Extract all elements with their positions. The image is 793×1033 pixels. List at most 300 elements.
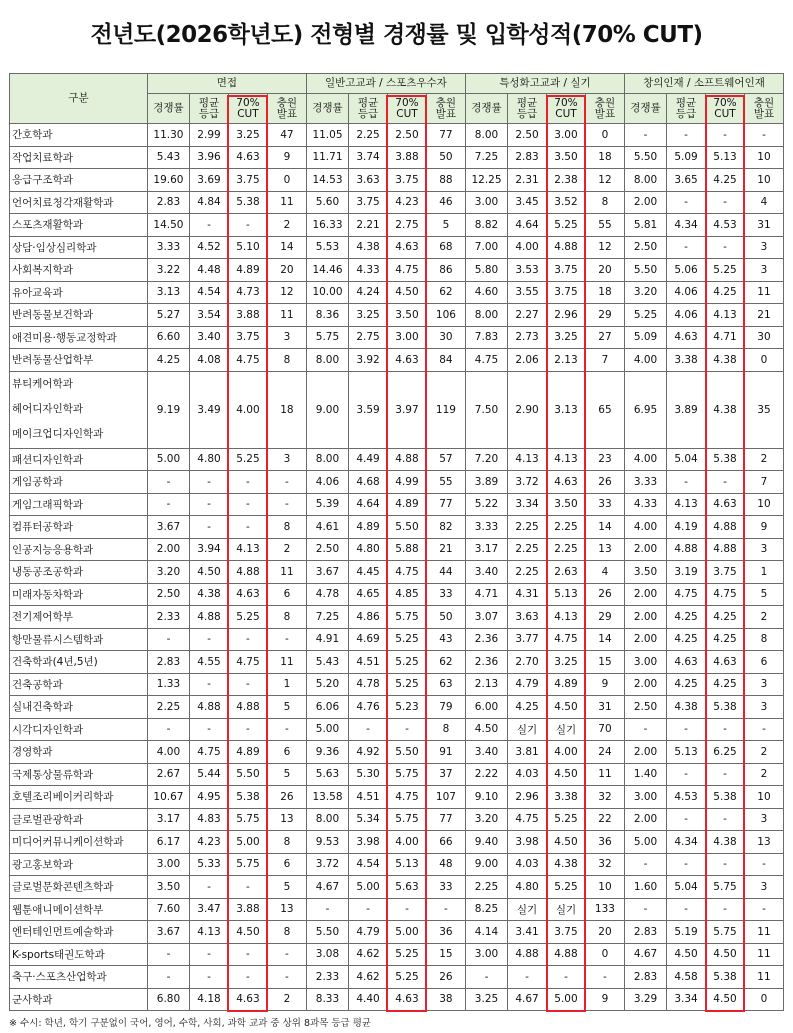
value-cell: 4.34	[667, 214, 706, 237]
table-row	[10, 349, 784, 372]
table-row	[10, 876, 784, 899]
value-cell: 30	[744, 326, 783, 349]
value-cell: 4.48	[190, 259, 229, 282]
value-cell: 3.55	[508, 281, 547, 304]
value-cell: 4.24	[349, 281, 388, 304]
cut-score-cell: 6.25	[706, 741, 745, 764]
cut-score-cell: 5.50	[387, 741, 426, 764]
value-cell: 33	[426, 876, 465, 899]
cut-score-cell: 2.63	[547, 561, 586, 584]
value-cell: -	[349, 718, 388, 741]
cut-score-cell: 3.97	[387, 371, 426, 448]
value-cell: 63	[426, 673, 465, 696]
value-cell: 24	[585, 741, 624, 764]
header-group: 창의인재 / 소프트웨어인재	[624, 74, 783, 94]
cut-score-cell: 5.75	[706, 921, 745, 944]
value-cell: 36	[426, 921, 465, 944]
value-cell: 3.40	[190, 326, 229, 349]
value-cell: 18	[585, 146, 624, 169]
cut-score-cell: 4.88	[706, 538, 745, 561]
cut-score-cell: 4.63	[706, 651, 745, 674]
value-cell: 4.33	[624, 493, 666, 516]
value-cell: 2.36	[465, 628, 507, 651]
value-cell: 5.00	[624, 831, 666, 854]
value-cell: 50	[426, 146, 465, 169]
value-cell: 35	[744, 371, 783, 448]
cut-score-cell: 4.38	[706, 831, 745, 854]
table-row	[10, 191, 784, 214]
cut-score-cell: 4.88	[228, 561, 267, 584]
cut-score-cell: 3.75	[547, 281, 586, 304]
table-row	[10, 673, 784, 696]
cut-score-cell: 3.88	[228, 898, 267, 921]
department-name: K-sports태권도학과	[10, 943, 148, 966]
value-cell: 2.83	[508, 146, 547, 169]
value-cell: 5.50	[306, 921, 348, 944]
value-cell: 3.40	[465, 741, 507, 764]
cut-score-cell: 4.75	[387, 259, 426, 282]
value-cell: 2.36	[465, 651, 507, 674]
cut-score-cell: 4.88	[228, 696, 267, 719]
value-cell: -	[267, 718, 306, 741]
value-cell: 2.50	[624, 236, 666, 259]
value-cell: 2.25	[508, 516, 547, 539]
value-cell: -	[267, 628, 306, 651]
value-cell: 31	[585, 696, 624, 719]
value-cell: 29	[585, 606, 624, 629]
cut-score-cell: 4.50	[387, 281, 426, 304]
department-name-line: 메이크업디자인학과	[12, 428, 104, 440]
header-subcolumn: 경쟁률	[465, 94, 507, 124]
header-subcolumn: 70% CUT	[547, 94, 586, 124]
value-cell: 4.71	[465, 583, 507, 606]
value-cell: 4.88	[667, 538, 706, 561]
cut-score-cell: 4.50	[706, 943, 745, 966]
value-cell: 4.61	[306, 516, 348, 539]
value-cell: 3.77	[508, 628, 547, 651]
cut-score-cell: 4.00	[387, 831, 426, 854]
value-cell: -	[667, 853, 706, 876]
value-cell: 4.34	[667, 831, 706, 854]
value-cell: 4.53	[667, 786, 706, 809]
value-cell: 3.33	[147, 236, 189, 259]
value-cell: -	[508, 966, 547, 989]
value-cell: 2.50	[508, 124, 547, 147]
cut-score-cell: 5.13	[547, 583, 586, 606]
value-cell: 47	[267, 124, 306, 147]
value-cell: 30	[426, 326, 465, 349]
value-cell: 23	[585, 448, 624, 471]
value-cell: 4.18	[190, 988, 229, 1011]
cut-score-cell: 4.63	[387, 236, 426, 259]
value-cell: 8	[267, 349, 306, 372]
department-name: 광고홍보학과	[10, 853, 148, 876]
cut-score-cell: 4.25	[706, 673, 745, 696]
cut-score-cell: 3.00	[387, 326, 426, 349]
cut-score-cell: 5.50	[387, 516, 426, 539]
value-cell: 3.74	[349, 146, 388, 169]
department-name: 실내건축학과	[10, 696, 148, 719]
cut-score-cell: 4.25	[706, 169, 745, 192]
department-name-line: 헤어디자인학과	[12, 403, 84, 415]
admission-results-table	[9, 73, 784, 1011]
value-cell: 3.45	[508, 191, 547, 214]
value-cell: -	[190, 966, 229, 989]
value-cell: -	[147, 966, 189, 989]
value-cell: 4.23	[190, 831, 229, 854]
value-cell: 5.30	[349, 763, 388, 786]
value-cell: 5.25	[624, 304, 666, 327]
value-cell: 36	[585, 831, 624, 854]
table-row	[10, 371, 784, 448]
value-cell: 4.64	[508, 214, 547, 237]
cut-score-cell: 5.25	[387, 651, 426, 674]
value-cell: 실기	[508, 718, 547, 741]
value-cell: 8	[267, 606, 306, 629]
value-cell: 8	[267, 516, 306, 539]
value-cell: 3.67	[147, 516, 189, 539]
header-subcolumn: 평균 등급	[349, 94, 388, 124]
header-subcolumn: 경쟁률	[147, 94, 189, 124]
cut-score-cell: 4.23	[387, 191, 426, 214]
value-cell: 3.49	[190, 371, 229, 448]
value-cell: 4.19	[667, 516, 706, 539]
table-row	[10, 853, 784, 876]
value-cell: 3.00	[465, 943, 507, 966]
value-cell: -	[147, 628, 189, 651]
value-cell: 4.50	[667, 943, 706, 966]
table-row	[10, 583, 784, 606]
value-cell: 2.25	[465, 876, 507, 899]
value-cell: 5.80	[465, 259, 507, 282]
table-row	[10, 538, 784, 561]
value-cell: 29	[585, 304, 624, 327]
value-cell: 14	[267, 236, 306, 259]
table-row	[10, 651, 784, 674]
department-name: 컴퓨터공학과	[10, 516, 148, 539]
cut-score-cell: 3.75	[228, 326, 267, 349]
cut-score-cell: 4.99	[387, 471, 426, 494]
value-cell: 12	[585, 169, 624, 192]
value-cell: 9	[585, 988, 624, 1011]
table-row	[10, 326, 784, 349]
value-cell: 3.17	[147, 808, 189, 831]
value-cell: 13	[585, 538, 624, 561]
value-cell: -	[585, 966, 624, 989]
header-subcolumn: 충원 발표	[426, 94, 465, 124]
value-cell: 5.81	[624, 214, 666, 237]
cut-score-cell: 5.38	[706, 696, 745, 719]
table-row	[10, 831, 784, 854]
value-cell: 27	[585, 326, 624, 349]
value-cell: 2.22	[465, 763, 507, 786]
cut-score-cell: -	[228, 471, 267, 494]
value-cell: 2.25	[147, 696, 189, 719]
cut-score-cell: 4.13	[547, 606, 586, 629]
value-cell: 6.95	[624, 371, 666, 448]
value-cell: 6	[267, 583, 306, 606]
cut-score-cell: 실기	[547, 718, 586, 741]
value-cell: 4.00	[624, 516, 666, 539]
value-cell: 4.55	[190, 651, 229, 674]
value-cell: 15	[426, 943, 465, 966]
value-cell: 5.04	[667, 448, 706, 471]
value-cell: 37	[426, 763, 465, 786]
value-cell: 3.89	[465, 471, 507, 494]
value-cell: 4.38	[349, 236, 388, 259]
value-cell: 57	[426, 448, 465, 471]
value-cell: -	[667, 236, 706, 259]
value-cell: 5.27	[147, 304, 189, 327]
department-name: 글로벌관광학과	[10, 808, 148, 831]
cut-score-cell: 3.50	[547, 146, 586, 169]
cut-score-cell: 4.50	[706, 988, 745, 1011]
value-cell: 6	[744, 651, 783, 674]
value-cell: 2.27	[508, 304, 547, 327]
cut-score-cell: -	[706, 763, 745, 786]
value-cell: 77	[426, 808, 465, 831]
department-name: 웹툰애니메이션학부	[10, 898, 148, 921]
cut-score-cell: 4.63	[228, 583, 267, 606]
value-cell: 11	[267, 561, 306, 584]
value-cell: 3	[744, 236, 783, 259]
value-cell: -	[190, 876, 229, 899]
department-name: 군사학과	[10, 988, 148, 1011]
value-cell: 9	[585, 673, 624, 696]
value-cell: 3.00	[465, 191, 507, 214]
value-cell: 5.04	[667, 876, 706, 899]
value-cell: 8	[744, 628, 783, 651]
value-cell: 5.39	[306, 493, 348, 516]
value-cell: -	[744, 124, 783, 147]
value-cell: 8.82	[465, 214, 507, 237]
value-cell: 11.71	[306, 146, 348, 169]
cut-score-cell: 4.75	[706, 583, 745, 606]
value-cell: 2.25	[349, 124, 388, 147]
cut-score-cell: 3.25	[547, 651, 586, 674]
value-cell: 0	[267, 169, 306, 192]
value-cell: 4.03	[508, 853, 547, 876]
cut-score-cell: 4.88	[547, 943, 586, 966]
value-cell: 2.50	[147, 583, 189, 606]
value-cell: 2.90	[508, 371, 547, 448]
cut-score-cell: 4.50	[547, 696, 586, 719]
value-cell: 14	[585, 628, 624, 651]
value-cell: 3.20	[147, 561, 189, 584]
cut-score-cell: 3.38	[547, 786, 586, 809]
value-cell: -	[306, 898, 348, 921]
value-cell: 2.83	[624, 921, 666, 944]
cut-score-cell: 4.13	[547, 448, 586, 471]
value-cell: 2.25	[508, 561, 547, 584]
page-title: 전년도(2026학년도) 전형별 경쟁률 및 입학성적(70% CUT)	[90, 22, 703, 48]
value-cell: 8	[267, 831, 306, 854]
value-cell: 4.25	[508, 696, 547, 719]
value-cell: 5	[426, 214, 465, 237]
table-row	[10, 763, 784, 786]
department-name: 스포츠재활학과	[10, 214, 148, 237]
cut-score-cell: 5.25	[387, 673, 426, 696]
value-cell: -	[190, 673, 229, 696]
value-cell: 4.64	[349, 493, 388, 516]
cut-score-cell: -	[228, 628, 267, 651]
value-cell: 10.67	[147, 786, 189, 809]
table-row	[10, 236, 784, 259]
cut-score-cell: 4.88	[706, 516, 745, 539]
value-cell: 4.67	[306, 876, 348, 899]
cut-score-cell: 4.63	[706, 493, 745, 516]
value-cell: -	[147, 943, 189, 966]
value-cell: 4.49	[349, 448, 388, 471]
value-cell: 43	[426, 628, 465, 651]
table-row	[10, 146, 784, 169]
cut-score-cell: 3.88	[228, 304, 267, 327]
value-cell: 2	[744, 448, 783, 471]
value-cell: 4.79	[508, 673, 547, 696]
value-cell: 2.00	[624, 583, 666, 606]
value-cell: 3.98	[349, 831, 388, 854]
value-cell: 11	[267, 651, 306, 674]
value-cell: 3	[744, 876, 783, 899]
value-cell: 18	[585, 281, 624, 304]
value-cell: 32	[585, 786, 624, 809]
value-cell: 4.51	[349, 786, 388, 809]
cut-score-cell: 4.63	[228, 146, 267, 169]
value-cell: 62	[426, 281, 465, 304]
cut-score-cell: 4.63	[387, 988, 426, 1011]
value-cell: 4.06	[667, 304, 706, 327]
value-cell: 3	[267, 326, 306, 349]
cut-score-cell: 5.75	[387, 808, 426, 831]
value-cell: 6.00	[465, 696, 507, 719]
header-subcolumn: 충원 발표	[744, 94, 783, 124]
cut-score-cell: 5.13	[706, 146, 745, 169]
value-cell: 4.33	[349, 259, 388, 282]
value-cell: 2.21	[349, 214, 388, 237]
value-cell: -	[624, 853, 666, 876]
value-cell: 5.00	[147, 448, 189, 471]
value-cell: 14.53	[306, 169, 348, 192]
value-cell: 6.80	[147, 988, 189, 1011]
value-cell: 1.33	[147, 673, 189, 696]
value-cell: 4.63	[667, 651, 706, 674]
value-cell: 2.33	[306, 966, 348, 989]
value-cell: 10	[744, 493, 783, 516]
value-cell: 2.25	[508, 538, 547, 561]
table-row	[10, 966, 784, 989]
value-cell: 3.92	[349, 349, 388, 372]
value-cell: 8.36	[306, 304, 348, 327]
value-cell: 3.72	[306, 853, 348, 876]
value-cell: 14.50	[147, 214, 189, 237]
value-cell: 2.00	[624, 741, 666, 764]
value-cell: 14	[585, 516, 624, 539]
cut-score-cell: 5.88	[387, 538, 426, 561]
cut-score-cell: 4.13	[228, 538, 267, 561]
value-cell: 4.40	[349, 988, 388, 1011]
cut-score-cell: 2.50	[387, 124, 426, 147]
cut-score-cell: 5.75	[228, 808, 267, 831]
value-cell: 3	[744, 673, 783, 696]
value-cell: 4.25	[667, 673, 706, 696]
value-cell: 5.19	[667, 921, 706, 944]
table-row	[10, 214, 784, 237]
value-cell: 4.67	[624, 943, 666, 966]
cut-score-cell: 2.25	[547, 516, 586, 539]
value-cell: 7	[744, 471, 783, 494]
value-cell: 6	[267, 741, 306, 764]
cut-score-cell: 5.75	[706, 876, 745, 899]
value-cell: 11	[585, 763, 624, 786]
value-cell: 5.06	[667, 259, 706, 282]
value-cell: 3	[744, 808, 783, 831]
value-cell: 1.40	[624, 763, 666, 786]
cut-score-cell: 3.50	[547, 493, 586, 516]
header-subcolumn: 70% CUT	[387, 94, 426, 124]
value-cell: 4.58	[667, 966, 706, 989]
department-name: 간호학과	[10, 124, 148, 147]
value-cell: 11	[744, 966, 783, 989]
cut-score-cell: 2.13	[547, 349, 586, 372]
cut-score-cell: 5.38	[228, 191, 267, 214]
value-cell: 4.54	[349, 853, 388, 876]
value-cell: 2	[744, 741, 783, 764]
value-cell: 2.99	[190, 124, 229, 147]
value-cell: -	[267, 493, 306, 516]
value-cell: 11	[267, 304, 306, 327]
value-cell: 38	[426, 988, 465, 1011]
cut-score-cell: -	[228, 493, 267, 516]
value-cell: 5.63	[306, 763, 348, 786]
department-name: 항만물류시스템학과	[10, 628, 148, 651]
value-cell: 13.58	[306, 786, 348, 809]
value-cell: 11	[744, 943, 783, 966]
cut-score-cell: 4.00	[228, 371, 267, 448]
value-cell: 8	[426, 718, 465, 741]
value-cell: 7	[585, 349, 624, 372]
cut-score-cell: 5.75	[228, 853, 267, 876]
value-cell: 3	[744, 259, 783, 282]
value-cell: 4.03	[508, 763, 547, 786]
cut-score-cell: 5.38	[706, 448, 745, 471]
value-cell: 2.00	[624, 673, 666, 696]
value-cell: 2.73	[508, 326, 547, 349]
value-cell: 2	[267, 214, 306, 237]
cut-score-cell: 4.63	[228, 988, 267, 1011]
header-subcolumn: 충원 발표	[267, 94, 306, 124]
cut-score-cell: -	[706, 808, 745, 831]
department-name: 호텔조리베이커리학과	[10, 786, 148, 809]
value-cell: 9.19	[147, 371, 189, 448]
cut-score-cell: 4.38	[706, 349, 745, 372]
value-cell: 3.34	[508, 493, 547, 516]
value-cell: 77	[426, 124, 465, 147]
value-cell: 3.00	[624, 786, 666, 809]
cut-score-cell: -	[706, 853, 745, 876]
value-cell: 11	[744, 921, 783, 944]
department-name: 건축학과(4년,5년)	[10, 651, 148, 674]
department-name	[10, 371, 148, 448]
cut-score-cell: -	[706, 236, 745, 259]
cut-score-cell: -	[228, 876, 267, 899]
value-cell: 26	[426, 966, 465, 989]
department-name: 인공지능응용학과	[10, 538, 148, 561]
department-name: 상담·임상심리학과	[10, 236, 148, 259]
cut-score-cell: 4.50	[228, 921, 267, 944]
value-cell: 8.00	[465, 304, 507, 327]
value-cell: 62	[426, 651, 465, 674]
value-cell: -	[744, 853, 783, 876]
